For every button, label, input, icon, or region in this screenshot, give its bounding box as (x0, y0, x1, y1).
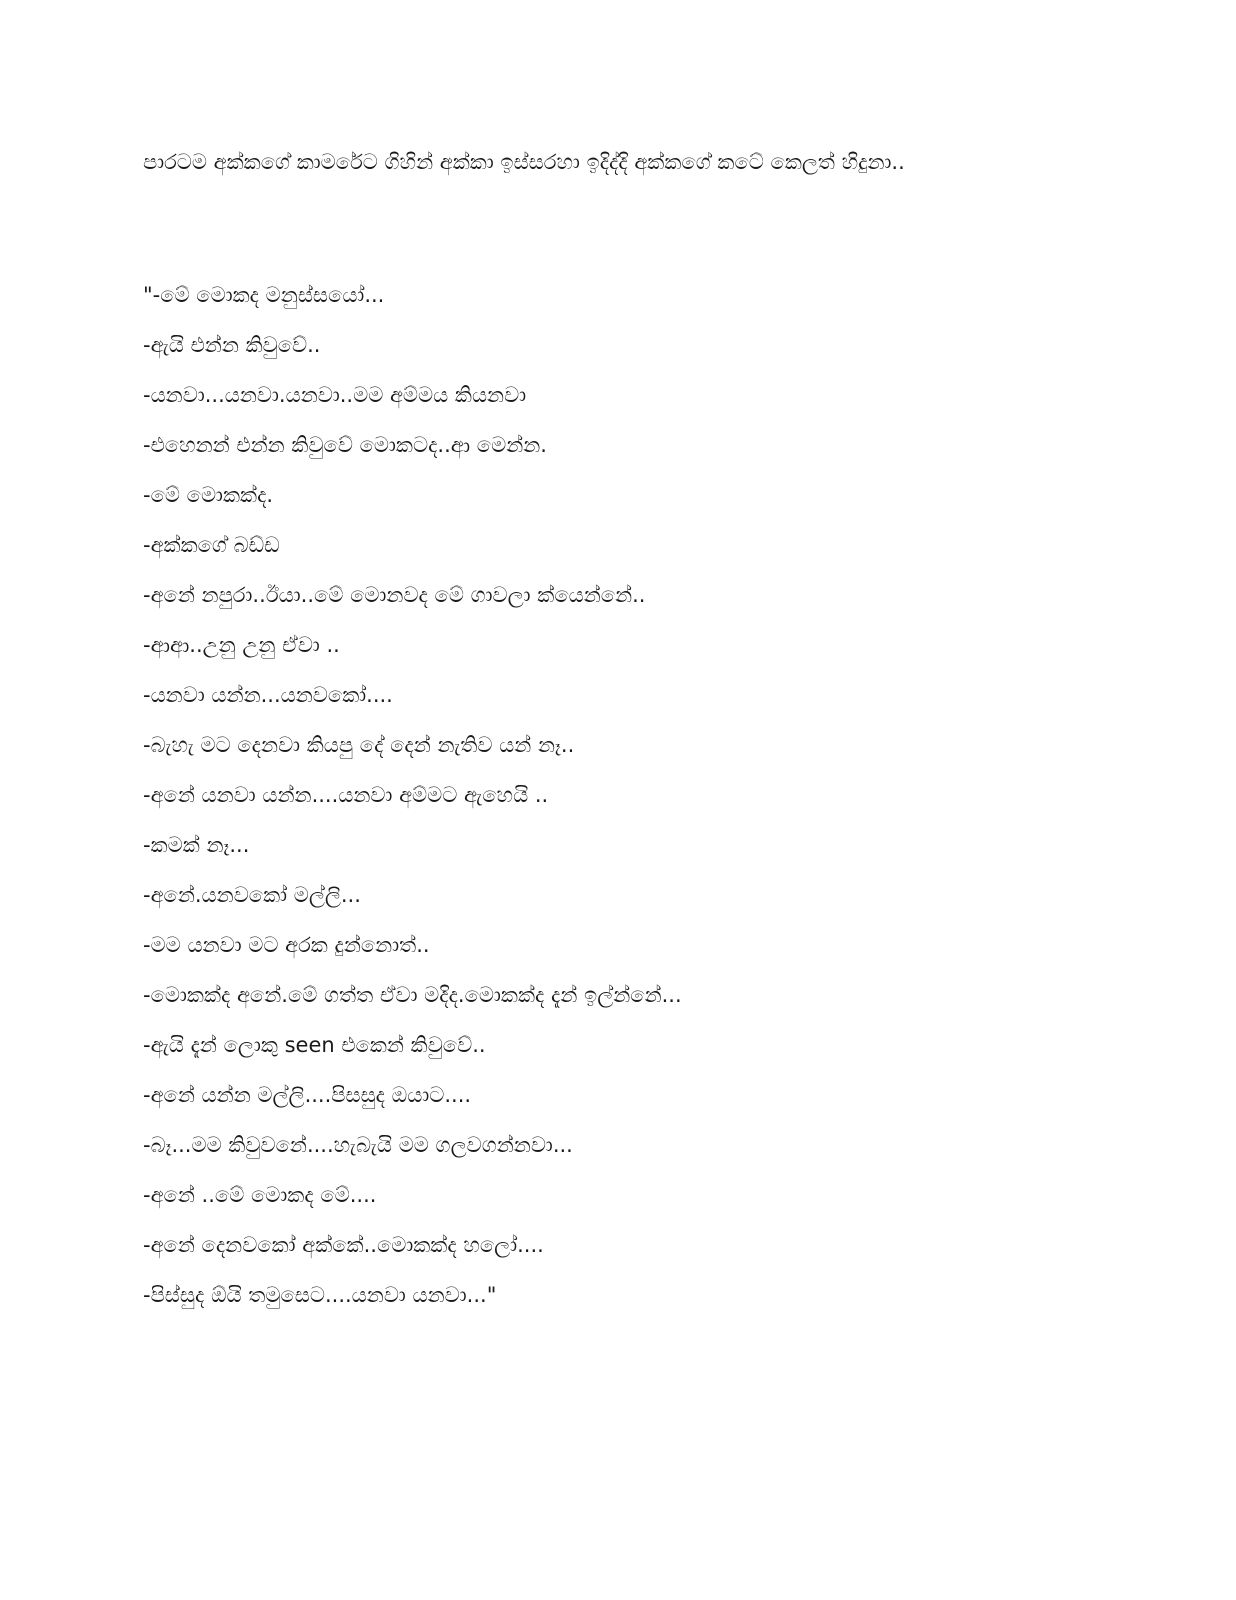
dialogue-line: -බැහැ මට දෙනවා කියපු දේ දෙන් නැතිව යන් නෑ.. (143, 733, 575, 757)
dialogue-line: "-මේ මොකද මනුස්සයෝ... (143, 283, 385, 307)
dialogue-line: -අනේ නපුරා..ඊයා..මේ මොනවද මේ ගාවලා ක්යෙන්නේ.. (143, 583, 646, 607)
intro-paragraph: පාරටම අක්කගේ කාමරේට ගිහින් අක්කා ඉස්සරහා ඉදිද්දි අක්කගේ කටේ කෙලත් හිදුනා.. (143, 150, 905, 174)
dialogue-line: -අනේ.යනවකෝ මල්ලි... (143, 883, 361, 907)
dialogue-line: -යනවා...යනවා.යනවා..මම අම්මය කියනවා (143, 383, 527, 407)
dialogue-list (143, 278, 1043, 1328)
dialogue-line: -මම යනවා මට අරක දුන්නොත්.. (143, 933, 430, 957)
dialogue-line: -මේ මොකක්ද. (143, 483, 274, 507)
dialogue-line: -කමක් නෑ... (143, 833, 250, 857)
dialogue-line: -ඇයි එන්න කිවුවේ.. (143, 333, 321, 357)
dialogue-line: -යනවා යන්න...යනවකෝ.... (143, 683, 393, 707)
dialogue-line: -ඇයි දැන් ලොකු seen එකෙන් කිවුවේ.. (143, 1033, 486, 1057)
dialogue-line: -එහෙනන් එන්න කිවුවේ මොකටද..ආ මෙන්න. (143, 433, 547, 457)
dialogue-line: -මොකක්ද අනේ.මේ ගත්ත ඒවා මදිද.මොකක්ද දැන් ඉල්න්නේ... (143, 983, 682, 1007)
dialogue-line: -අනේ ..මේ මොකද මේ.... (143, 1183, 377, 1207)
dialogue-line: -අනේ යනවා යන්න....යනවා අම්මට ඇහෙයි .. (143, 783, 549, 807)
dialogue-line: -ආආ..උනු උනු ඒවා .. (143, 633, 340, 657)
dialogue-line: -අනේ යන්න මල්ලි....පිසසුද ඔයාට.... (143, 1083, 472, 1107)
dialogue-line: -බෑ...මම කිවුවනේ....හැබැයි මම ගලවගන්නවා... (143, 1133, 573, 1157)
dialogue-line: -අනේ දෙනවකෝ අක්කේ..මොකක්ද හලෝ.... (143, 1233, 544, 1257)
dialogue-line: -පිස්සුද ඕයි තමුසෙට....යනවා යනවා..." (143, 1283, 497, 1307)
dialogue-line: -අක්කගේ බඩ්ඩ (143, 533, 280, 557)
